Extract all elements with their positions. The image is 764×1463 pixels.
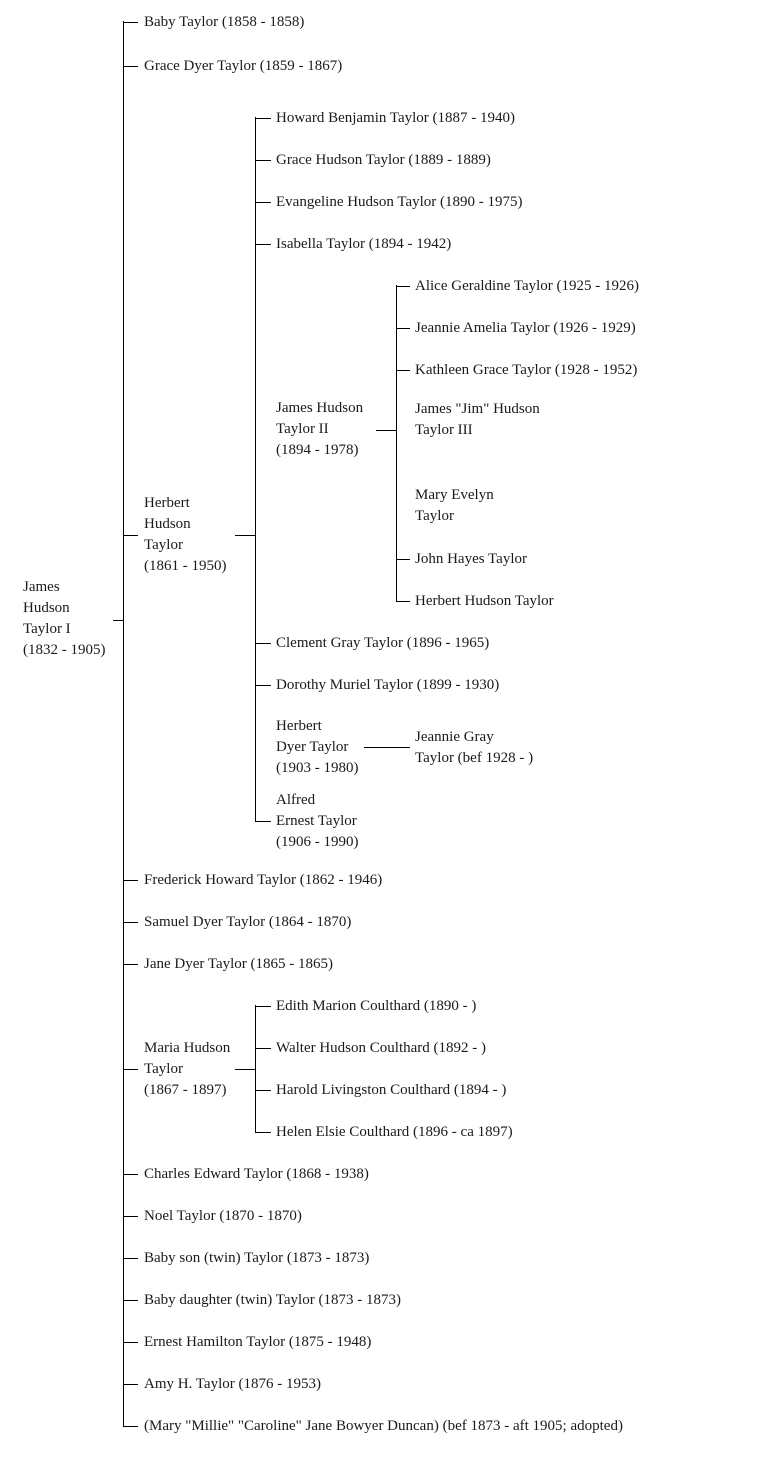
person-mary-evelyn-taylor[interactable]: Mary Evelyn Taylor — [415, 487, 494, 524]
connector-grace-dyer — [123, 66, 138, 67]
connector-clement — [255, 643, 271, 644]
connector-dorothy — [255, 685, 271, 686]
connector-jane — [123, 964, 138, 965]
connector-john-hayes — [396, 559, 410, 560]
herbert-dyer-connector — [364, 747, 410, 748]
person-jane-dyer-taylor[interactable]: Jane Dyer Taylor (1865 - 1865) — [144, 956, 334, 972]
person-herbert-hudson-taylor-jr[interactable]: Herbert Hudson Taylor — [415, 593, 554, 609]
connector-maria — [123, 1069, 138, 1070]
person-john-hayes-taylor[interactable]: John Hayes Taylor — [415, 551, 527, 567]
connector-harold — [255, 1090, 271, 1091]
person-james-hudson-taylor-ii[interactable]: James Hudson Taylor II (1894 - 1978) — [276, 400, 364, 458]
maria-connector — [235, 1069, 256, 1070]
connector-baby-son — [123, 1258, 138, 1259]
person-samuel-dyer-taylor[interactable]: Samuel Dyer Taylor (1864 - 1870) — [144, 914, 352, 930]
person-grace-dyer-taylor[interactable]: Grace Dyer Taylor (1859 - 1867) — [144, 58, 343, 74]
person-mary-millie-duncan[interactable]: (Mary "Millie" "Caroline" Jane Bowyer Duncan) (bef 1873 - aft 1905; adopted) — [144, 1418, 623, 1434]
connector-baby — [123, 22, 138, 23]
connector-frederick — [123, 880, 138, 881]
person-herbert-hudson-taylor[interactable]: Herbert Hudson Taylor (1861 - 1950) — [144, 495, 227, 574]
connector-ernest — [123, 1342, 138, 1343]
connector-baby-daughter — [123, 1300, 138, 1301]
person-root-james-hudson-taylor-i[interactable]: James Hudson Taylor I (1832 - 1905) — [23, 579, 106, 658]
person-baby-son-twin[interactable]: Baby son (twin) Taylor (1873 - 1873) — [144, 1250, 370, 1266]
connector-edith — [255, 1006, 271, 1007]
connector-grace-hudson — [255, 160, 271, 161]
herbert-connector — [235, 535, 256, 536]
person-clement-gray-taylor[interactable]: Clement Gray Taylor (1896 - 1965) — [276, 635, 490, 651]
person-amy-h-taylor[interactable]: Amy H. Taylor (1876 - 1953) — [144, 1376, 321, 1392]
connector-herbert — [123, 535, 138, 536]
person-alfred-ernest-taylor[interactable]: Alfred Ernest Taylor (1906 - 1990) — [276, 792, 359, 850]
connector-herbert-hudson — [396, 601, 410, 602]
herbert-children-trunk — [255, 117, 256, 822]
root-connector — [113, 620, 124, 621]
person-frederick-howard-taylor[interactable]: Frederick Howard Taylor (1862 - 1946) — [144, 872, 383, 888]
person-herbert-dyer-taylor[interactable]: Herbert Dyer Taylor (1903 - 1980) — [276, 718, 359, 776]
person-grace-hudson-taylor[interactable]: Grace Hudson Taylor (1889 - 1889) — [276, 152, 491, 168]
connector-isabella — [255, 244, 271, 245]
connector-charles — [123, 1174, 138, 1175]
person-isabella-taylor[interactable]: Isabella Taylor (1894 - 1942) — [276, 236, 452, 252]
person-kathleen-grace-taylor[interactable]: Kathleen Grace Taylor (1928 - 1952) — [415, 362, 638, 378]
connector-samuel — [123, 922, 138, 923]
connector-alice — [396, 286, 410, 287]
person-noel-taylor[interactable]: Noel Taylor (1870 - 1870) — [144, 1208, 302, 1224]
person-james-jim-hudson-taylor-iii[interactable]: James "Jim" Hudson Taylor III — [415, 401, 540, 438]
person-jeannie-gray-taylor[interactable]: Jeannie Gray Taylor (bef 1928 - ) — [415, 729, 534, 766]
person-howard-benjamin-taylor[interactable]: Howard Benjamin Taylor (1887 - 1940) — [276, 110, 516, 126]
person-baby-taylor[interactable]: Baby Taylor (1858 - 1858) — [144, 14, 305, 30]
person-ernest-hamilton-taylor[interactable]: Ernest Hamilton Taylor (1875 - 1948) — [144, 1334, 372, 1350]
person-evangeline-hudson-taylor[interactable]: Evangeline Hudson Taylor (1890 - 1975) — [276, 194, 523, 210]
person-baby-daughter-twin[interactable]: Baby daughter (twin) Taylor (1873 - 1873) — [144, 1292, 401, 1308]
connector-helen — [255, 1132, 271, 1133]
connector-amy — [123, 1384, 138, 1385]
person-helen-elsie-coulthard[interactable]: Helen Elsie Coulthard (1896 - ca 1897) — [276, 1124, 513, 1140]
connector-walter — [255, 1048, 271, 1049]
connector-noel — [123, 1216, 138, 1217]
james-ii-children-trunk — [396, 285, 397, 601]
person-maria-hudson-taylor[interactable]: Maria Hudson Taylor (1867 - 1897) — [144, 1040, 231, 1098]
connector-evangeline — [255, 202, 271, 203]
connector-kathleen — [396, 370, 410, 371]
person-harold-livingston-coulthard[interactable]: Harold Livingston Coulthard (1894 - ) — [276, 1082, 507, 1098]
person-edith-marion-coulthard[interactable]: Edith Marion Coulthard (1890 - ) — [276, 998, 477, 1014]
connector-alfred — [255, 821, 271, 822]
person-alice-geraldine-taylor[interactable]: Alice Geraldine Taylor (1925 - 1926) — [415, 278, 640, 294]
connector-jeannie-amelia — [396, 328, 410, 329]
person-walter-hudson-coulthard[interactable]: Walter Hudson Coulthard (1892 - ) — [276, 1040, 486, 1056]
connector-mary-millie — [123, 1426, 138, 1427]
person-charles-edward-taylor[interactable]: Charles Edward Taylor (1868 - 1938) — [144, 1166, 369, 1182]
maria-children-trunk — [255, 1005, 256, 1132]
person-jeannie-amelia-taylor[interactable]: Jeannie Amelia Taylor (1926 - 1929) — [415, 320, 636, 336]
person-dorothy-muriel-taylor[interactable]: Dorothy Muriel Taylor (1899 - 1930) — [276, 677, 500, 693]
james-ii-connector — [376, 430, 397, 431]
connector-howard — [255, 118, 271, 119]
